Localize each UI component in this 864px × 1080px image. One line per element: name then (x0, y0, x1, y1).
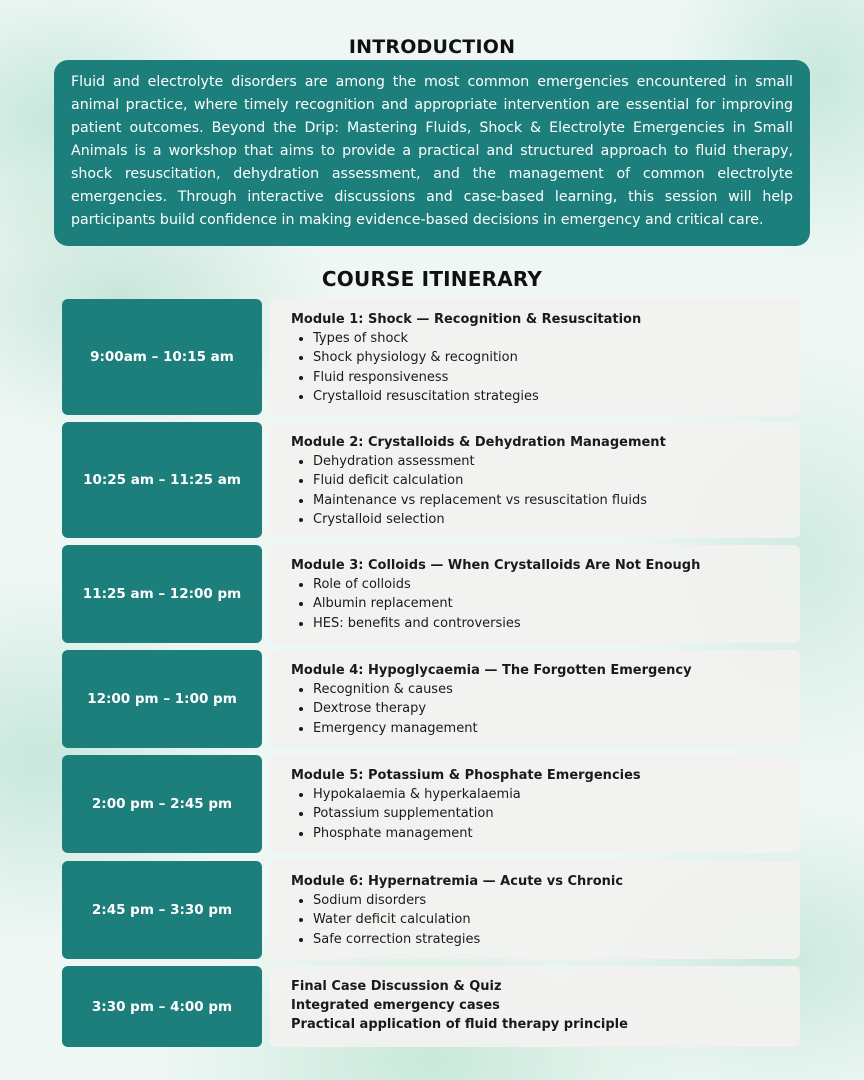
topic-item: • Maintenance vs replacement vs resuscitation fluids (313, 491, 800, 510)
topic-list (291, 891, 800, 949)
session-time: 9:00am – 10:15 am (62, 299, 262, 415)
module-title: Module 6: Hypernatremia — Acute vs Chronic (291, 874, 624, 889)
session-details (270, 966, 800, 1047)
topic-item: • HES: benefits and controversies (313, 614, 800, 633)
introduction-text-box (54, 60, 810, 246)
session-details (270, 650, 800, 748)
topic-item: • Types of shock (313, 329, 800, 348)
module-title: Module 1: Shock — Recognition & Resuscitation (291, 312, 642, 327)
introduction-body: Fluid and electrolyte disorders are among the most common emergencies encountered in small animal practice, where timely recognition and appropriate intervention are essential for improving patient outcomes. Beyond the Drip: Mastering Fluids, Shock & Electrolyte Emergencies in Small Animals is a workshop that aims to provide a practical and structured approach to fluid therapy, shock resuscitation, dehydration assessment, and the management of common electrolyte emergencies. Through interactive discussions and case-based learning, this session will help participants build confidence in making evidence-based decisions in emergency and critical care. (71, 74, 793, 228)
topic-list (291, 452, 800, 529)
topic-list (291, 785, 800, 843)
itinerary-row-module-3 (62, 545, 800, 643)
itinerary-row-module-4 (62, 650, 800, 748)
final-session-title: Final Case Discussion & Quiz (291, 979, 502, 994)
itinerary-row-module-5 (62, 755, 800, 853)
final-session-line: Integrated emergency cases (291, 998, 500, 1014)
topic-item: • Potassium supplementation (313, 804, 800, 823)
topic-item: • Emergency management (313, 719, 800, 738)
session-time: 2:45 pm – 3:30 pm (62, 861, 262, 959)
topic-item: • Phosphate management (313, 824, 800, 843)
session-time: 10:25 am – 11:25 am (62, 422, 262, 538)
topic-item: • Recognition & causes (313, 680, 800, 699)
itinerary-row-module-2 (62, 422, 800, 538)
topic-item: • Hypokalaemia & hyperkalaemia (313, 785, 800, 804)
module-title: Module 3: Colloids — When Crystalloids Are Not Enough (291, 558, 701, 573)
topic-item: • Dextrose therapy (313, 699, 800, 718)
topic-list (291, 575, 800, 633)
session-time: 3:30 pm – 4:00 pm (62, 966, 262, 1047)
topic-item: • Safe correction strategies (313, 930, 800, 949)
session-time: 2:00 pm – 2:45 pm (62, 755, 262, 853)
session-time: 12:00 pm – 1:00 pm (62, 650, 262, 748)
itinerary-row-module-1 (62, 299, 800, 415)
final-session-line: Practical application of fluid therapy principle (291, 1017, 628, 1033)
itinerary-row-module-6 (62, 861, 800, 959)
itinerary-row-final (62, 966, 800, 1047)
topic-item: • Crystalloid selection (313, 510, 800, 529)
itinerary-heading: COURSE ITINERARY (321, 267, 543, 291)
session-details (270, 422, 800, 538)
topic-list (291, 680, 800, 738)
topic-list (291, 329, 800, 406)
session-details (270, 861, 800, 959)
module-title: Module 4: Hypoglycaemia — The Forgotten Emergency (291, 663, 692, 678)
module-title: Module 5: Potassium & Phosphate Emergencies (291, 768, 641, 783)
session-details (270, 545, 800, 643)
topic-item: • Fluid deficit calculation (313, 471, 800, 490)
topic-item: • Dehydration assessment (313, 452, 800, 471)
session-details (270, 299, 800, 415)
topic-item: • Role of colloids (313, 575, 800, 594)
topic-item: • Water deficit calculation (313, 910, 800, 929)
session-details (270, 755, 800, 853)
topic-item: • Fluid responsiveness (313, 368, 800, 387)
session-time: 11:25 am – 12:00 pm (62, 545, 262, 643)
topic-item: • Sodium disorders (313, 891, 800, 910)
topic-item: • Shock physiology & recognition (313, 348, 800, 367)
topic-item: • Crystalloid resuscitation strategies (313, 387, 800, 406)
module-title: Module 2: Crystalloids & Dehydration Management (291, 435, 666, 450)
introduction-heading: INTRODUCTION (348, 36, 516, 58)
topic-item: • Albumin replacement (313, 594, 800, 613)
